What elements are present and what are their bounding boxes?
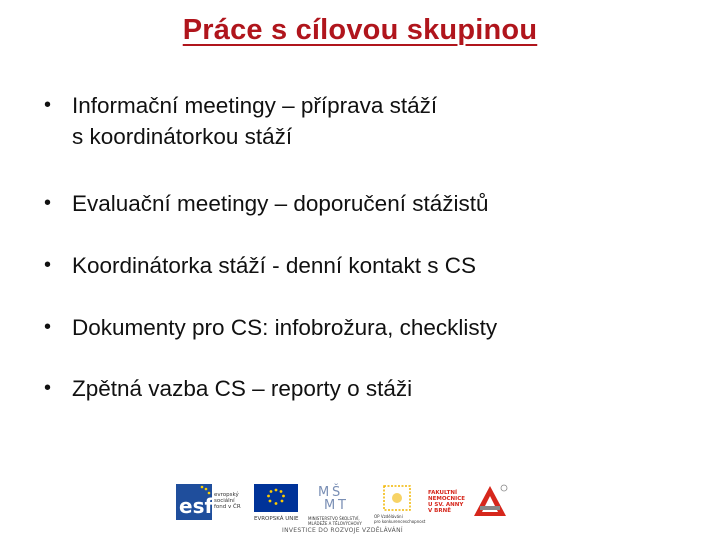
bullet-text: Koordinátorka stáží - denní kontakt s CS bbox=[72, 253, 476, 278]
bullet-icon: • bbox=[44, 377, 52, 399]
svg-text:M: M bbox=[324, 498, 336, 513]
op-vk-logo-icon bbox=[380, 482, 416, 516]
bullet-text: Informační meetingy – příprava stáží bbox=[72, 93, 438, 118]
msmt-logo-icon bbox=[312, 482, 372, 516]
bullet-item bbox=[44, 373, 412, 404]
eu-flag-logo-icon bbox=[254, 482, 298, 514]
bullet-icon: • bbox=[44, 192, 52, 214]
bullet-text: Dokumenty pro CS: infobrožura, checklisty bbox=[72, 315, 498, 340]
fnusa-logo-label: FAKULTNÍ NEMOCNICE U SV. ANNY V BRNĚ bbox=[428, 490, 465, 514]
svg-text:Š: Š bbox=[332, 485, 341, 500]
bullet-text: Zpětná vazba CS – reporty o stáži bbox=[72, 376, 413, 401]
svg-text:M: M bbox=[318, 485, 330, 500]
bullet-text-continued: s koordinátorkou stáží bbox=[72, 124, 293, 149]
svg-text:T: T bbox=[338, 498, 346, 513]
bullet-icon: • bbox=[44, 94, 52, 116]
bullet-item bbox=[44, 90, 437, 152]
fnusa-logo-icon bbox=[470, 482, 510, 522]
svg-text:esf: esf bbox=[179, 494, 214, 518]
invest-tagline: INVESTICE DO ROZVOJE VZDĚLÁVÁNÍ bbox=[282, 527, 403, 534]
slide-title: Práce s cílovou skupinou bbox=[182, 14, 538, 46]
bullet-icon: • bbox=[44, 316, 52, 338]
eu-logo-label: EVROPSKÁ UNIE bbox=[254, 516, 299, 522]
op-vk-logo-label: OP Vzdělávání pro konkurenceschopnost bbox=[374, 514, 426, 524]
bullet-text: Evaluační meetingy – doporučení stážistů bbox=[72, 191, 489, 216]
esf-logo-label: evropský sociální fond v ČR bbox=[214, 492, 241, 510]
msmt-logo-label: MINISTERSTVO ŠKOLSTVÍ, MLÁDEŽE A TĚLOVÝCHOVY bbox=[308, 516, 362, 526]
bullet-item bbox=[44, 188, 489, 219]
bullet-icon: • bbox=[44, 254, 52, 276]
bullet-item bbox=[44, 312, 497, 343]
bullet-item bbox=[44, 250, 476, 281]
